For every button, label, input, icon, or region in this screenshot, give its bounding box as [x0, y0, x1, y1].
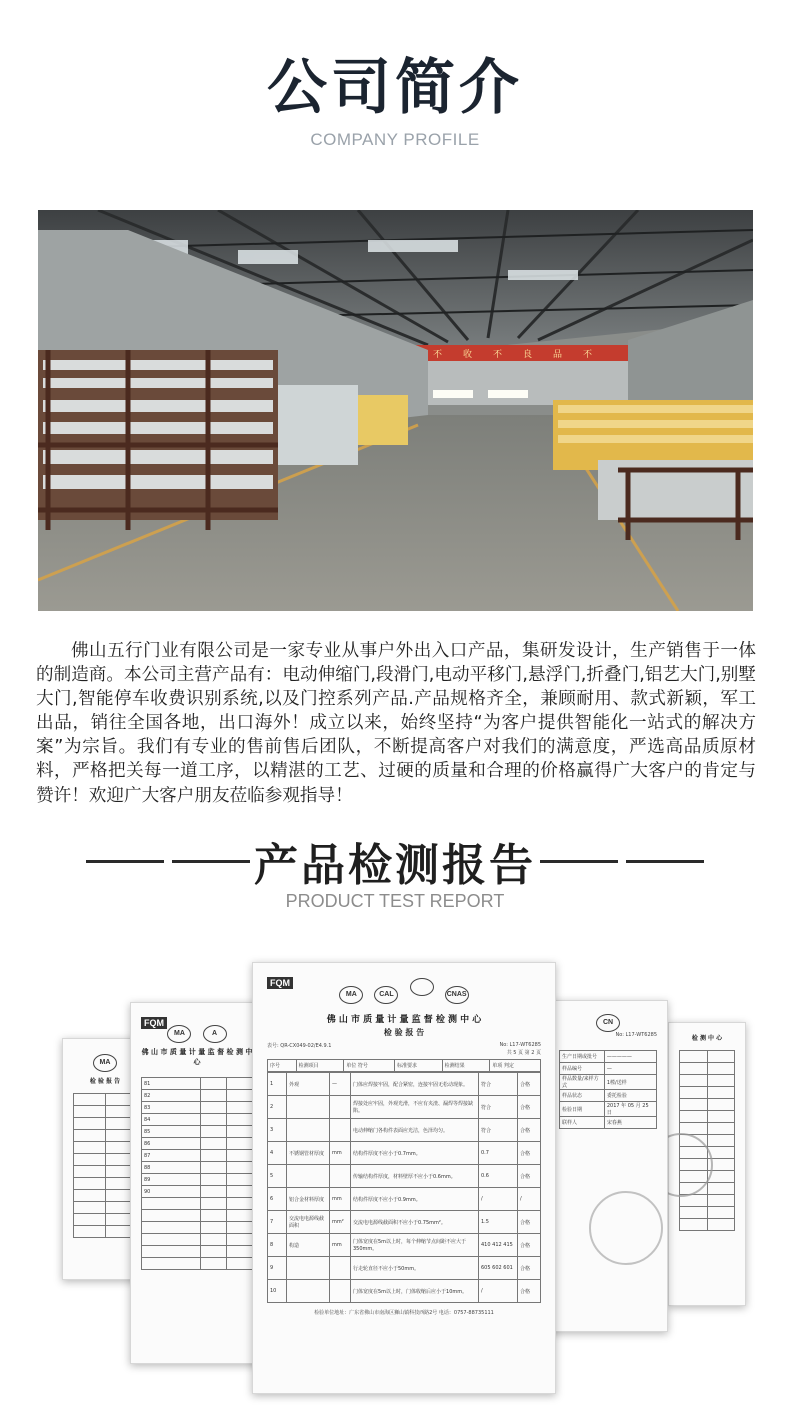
col-header: 标准要求 [394, 1060, 442, 1072]
table-cell: / [479, 1188, 518, 1211]
table-cell: 605 602 601 [479, 1257, 518, 1280]
cnas-logo-icon: CN [596, 1014, 620, 1032]
table-cell: 结构件厚度不应小于0.7mm。 [351, 1142, 479, 1165]
factory-photo [38, 210, 753, 611]
table-cell: mm [330, 1142, 351, 1165]
table-cell: 0.7 [479, 1142, 518, 1165]
table-row [268, 1280, 541, 1303]
table-cell: 0.6 [479, 1165, 518, 1188]
doc-sub-title: 检 验 报 告 [383, 1027, 425, 1037]
table-row [268, 1257, 541, 1280]
doc-center-title: 佛 山 市 质 量 计 量 监 督 检 测 中 心 [326, 1015, 482, 1025]
left-doc-table: 81 82 83 84 85 86 87 88 89 90 [141, 1077, 253, 1270]
doc-serial: No: L17-WT6285 [499, 1042, 541, 1048]
doc-result-table [267, 1059, 541, 1072]
table-cell: 7 [268, 1211, 287, 1234]
table-cell: 符合 [479, 1073, 518, 1096]
table-cell: 合格 [518, 1096, 541, 1119]
table-cell: 9 [268, 1257, 287, 1280]
table-cell: 合格 [518, 1165, 541, 1188]
table-cell: 4 [268, 1142, 287, 1165]
table-cell: 6 [268, 1188, 287, 1211]
col-header: 检测结果 [442, 1060, 490, 1072]
ma-logo-icon: MA [167, 1025, 191, 1043]
table-cell: mm [330, 1234, 351, 1257]
report-title-en: PRODUCT TEST REPORT [285, 891, 505, 911]
table-row [268, 1073, 541, 1096]
doc-result-rows [267, 1072, 541, 1303]
table-row [268, 1142, 541, 1165]
col-header: 单项 判定 [490, 1060, 541, 1072]
table-cell: 构造 [287, 1234, 330, 1257]
table-cell: 合格 [518, 1280, 541, 1303]
cnas-logo-icon: CNAS [445, 986, 469, 1004]
heading-dash-right-2 [626, 860, 704, 863]
report-doc-main [252, 962, 556, 1394]
svg-text:不: 不 [433, 350, 443, 360]
table-cell [330, 1257, 351, 1280]
heading-dash-left-2 [172, 860, 250, 863]
table-cell: mm [330, 1188, 351, 1211]
table-row [268, 1211, 541, 1234]
far-right-doc-title: 检 测 中 心 [691, 1035, 723, 1042]
table-cell: mm² [330, 1211, 351, 1234]
table-cell: 符合 [479, 1119, 518, 1142]
svg-text:不: 不 [583, 350, 593, 360]
table-row [268, 1188, 541, 1211]
heading-dash-right [540, 860, 618, 863]
table-cell [287, 1165, 330, 1188]
table-cell [287, 1119, 330, 1142]
table-cell: 3 [268, 1119, 287, 1142]
side-doc-title: 检 验 报 告 [89, 1078, 121, 1085]
test-reports-collage [0, 950, 790, 1400]
heading-dash-left [86, 860, 164, 863]
table-cell: 门体宽度在5m以上时，门体收缩后应小于10mm。 [351, 1280, 479, 1303]
table-cell: 结构件厚度不应小于0.9mm。 [351, 1188, 479, 1211]
table-cell: 合格 [518, 1142, 541, 1165]
table-cell: 5 [268, 1165, 287, 1188]
doc-report-no: 表号: QR-CX049-02/E4.9.1 [267, 1043, 332, 1049]
table-cell: 交流电电源线截面积 [287, 1211, 330, 1234]
table-cell [287, 1280, 330, 1303]
fqm-badge-main: FQM [267, 977, 293, 989]
report-doc-right [548, 1000, 668, 1332]
table-cell: 交流电电源线截面积不应小于0.75mm²。 [351, 1211, 479, 1234]
table-cell: 不锈钢管材厚度 [287, 1142, 330, 1165]
table-cell: 行走轮直径不应小于50mm。 [351, 1257, 479, 1280]
ma-logo-icon: MA [339, 986, 363, 1004]
table-cell: 铝合金材料厚度 [287, 1188, 330, 1211]
seal-logo-icon [410, 978, 434, 996]
table-cell: / [518, 1188, 541, 1211]
table-row [268, 1096, 541, 1119]
report-doc-left [130, 1002, 264, 1364]
table-cell: 10 [268, 1280, 287, 1303]
table-cell: 410 412 415 [479, 1234, 518, 1257]
table-cell: 合格 [518, 1119, 541, 1142]
svg-text:收: 收 [463, 350, 473, 360]
doc-pages: 共 5 页 第 2 页 [506, 1050, 541, 1056]
right-doc-serial: No: L17-WT6285 [615, 1032, 657, 1038]
table-cell [330, 1165, 351, 1188]
table-cell: 8 [268, 1234, 287, 1257]
fqm-badge: FQM [141, 1017, 167, 1029]
table-cell: 2 [268, 1096, 287, 1119]
report-title-cn: 产品检测报告 [254, 840, 536, 891]
table-cell: 传输结构件厚度，材料壁厚不应小于0.6mm。 [351, 1165, 479, 1188]
col-header: 序号 [268, 1060, 297, 1072]
table-cell [330, 1119, 351, 1142]
table-cell: 门体宽度在5m以上时，每个伸缩节点间距不应大于350mm。 [351, 1234, 479, 1257]
svg-text:不: 不 [493, 350, 503, 360]
report-doc-far-right [668, 1022, 746, 1306]
table-cell: 电动伸缩门各构件表面应光洁，色泽均匀。 [351, 1119, 479, 1142]
table-cell: 合格 [518, 1257, 541, 1280]
col-header: 单位 符号 [344, 1060, 395, 1072]
right-doc-info-table: 生产日期或批号 ————— 样品编号 — 样品数量/来样方式 1樘/送样 样品状态 委托检验 检验日期 2017 年 05 月 25 日 联样人 宋春燕 [559, 1050, 657, 1129]
table-cell: 外观 [287, 1073, 330, 1096]
inspection-stamp-icon [589, 1191, 663, 1265]
table-cell: 门体应焊接牢固，配合紧密，连接牢固无松动现象。 [351, 1073, 479, 1096]
company-intro: 佛山五行门业有限公司是一家专业从事户外出入口产品，集研发设计，生产销售于一体的制造商。本公司主营产品有：电动伸缩门,段滑门,电动平移门,悬浮门,折叠门,铝艺大门,别墅大门,智能停车收费识别系统,以及门控系列产品.产品规格齐全，兼顾耐用、款式新颖，军工出品，销往全国各地，出口海外！成立以来，始终坚持“为客户提供智能化一站式的解决方案”为宗旨。我们有专业的售前售后团队，不断提高客户对我们的满意度，严选高品质原材料，严格把关每一道工序，以精湛的工艺、过硬的质量和合理的价格赢得广大客户的肯定与赞许！欢迎广大客户朋友莅临参观指导！ [36, 641, 756, 806]
table-row [268, 1234, 541, 1257]
left-doc-title: 佛 山 市 质 量 计 量 监 督 检 测 中 心 [141, 1047, 253, 1066]
col-header: 检测项目 [296, 1060, 344, 1072]
table-cell [287, 1257, 330, 1280]
cal-logo-icon: CAL [374, 986, 398, 1004]
table-cell: 符合 [479, 1096, 518, 1119]
table-cell: / [479, 1280, 518, 1303]
table-cell: 合格 [518, 1234, 541, 1257]
svg-text:良: 良 [523, 350, 533, 360]
table-cell [287, 1096, 330, 1119]
table-cell [330, 1096, 351, 1119]
table-cell: 合格 [518, 1211, 541, 1234]
table-row [268, 1165, 541, 1188]
table-cell: — [330, 1073, 351, 1096]
table-row [268, 1119, 541, 1142]
table-cell: 1 [268, 1073, 287, 1096]
table-cell: 焊接处应牢固，外观光滑，不应有夹渣、漏焊等焊接缺陷。 [351, 1096, 479, 1119]
company-title-cn: 公司简介 [267, 53, 523, 123]
side-doc-table [73, 1093, 137, 1238]
table-cell: 合格 [518, 1073, 541, 1096]
table-cell: 1.5 [479, 1211, 518, 1234]
company-title-en: COMPANY PROFILE [310, 130, 480, 149]
cal-logo-icon: A [203, 1025, 227, 1043]
svg-text:品: 品 [553, 350, 563, 360]
report-heading [0, 828, 790, 894]
doc-footer: 检验单位地址：广东省佛山市南海区狮山镇科技西路2号 电话：0757-88735111 [314, 1310, 494, 1316]
table-cell [330, 1280, 351, 1303]
ma-logo-icon: MA [93, 1054, 117, 1072]
